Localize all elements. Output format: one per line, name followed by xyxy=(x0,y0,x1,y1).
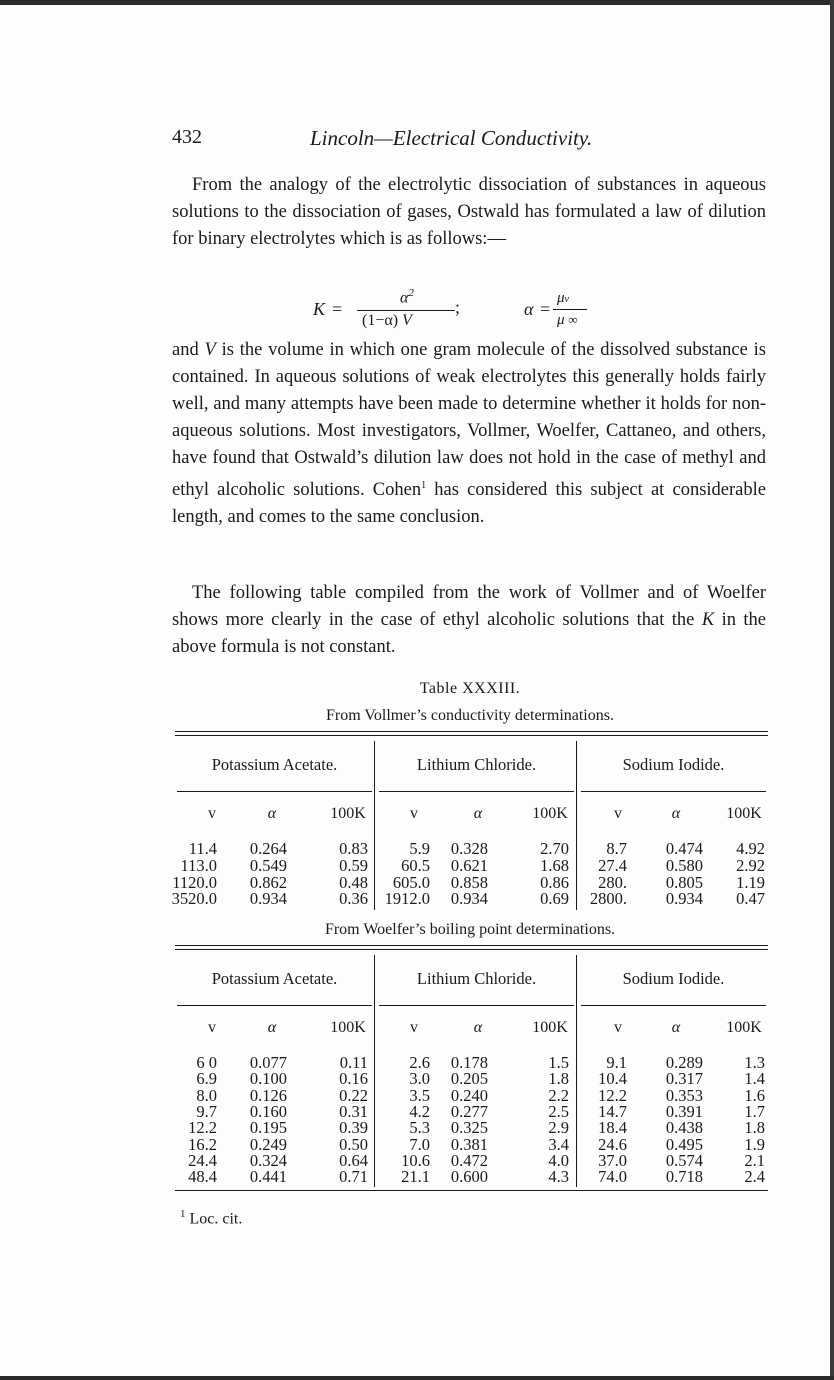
woelfer-group-rule-3 xyxy=(581,1005,766,1006)
woelfer-cell-r8-c8: 0.718 xyxy=(665,1167,703,1187)
woelfer-cell-r8-c6: 4.3 xyxy=(548,1167,569,1187)
formula-denominator-term: (1−α) xyxy=(362,312,399,329)
woelfer-cell-r6-c6: 3.4 xyxy=(548,1134,569,1154)
formula-mu-numerator-subscript: v xyxy=(564,294,569,305)
woelfer-cell-r4-c5: 0.277 xyxy=(450,1101,488,1121)
woelfer-cell-r2-c6: 1.8 xyxy=(548,1069,569,1089)
woelfer-cell-r4-c4: 4.2 xyxy=(409,1101,430,1121)
vollmer-top-rule-1 xyxy=(175,731,768,732)
paragraph-discussion-b: is the volume in which one gram molecule of the dissolved substance is contained. In aqueous solutions of weak electrolytes this generally holds fairly well, and many attempts have been made to determine whether it holds for non-aqueous solutions. Most investigators, Vollmer, Woelfer, Cattaneo, and others, have found that Ostwald’s dilution law does not hold in the case of methyl and ethyl alcoholic solutions. Cohen xyxy=(172,340,766,501)
woelfer-cell-r2-c1: 6.9 xyxy=(196,1069,217,1089)
woelfer-cell-r1-c8: 0.289 xyxy=(665,1053,703,1072)
woelfer-cell-r8-c1: 48.4 xyxy=(188,1167,217,1187)
woelfer-cell-r2-c3: 0.16 xyxy=(339,1069,368,1089)
woelfer-cell-r2-c5: 0.205 xyxy=(450,1069,488,1089)
woelfer-col-header-2-2: α xyxy=(473,1019,483,1036)
formula-semicolon: ; xyxy=(455,297,461,317)
formula-mu-denominator xyxy=(557,312,578,329)
vollmer-cell-r1-c8: 0.474 xyxy=(665,839,703,858)
vollmer-cell-r2-c8: 0.580 xyxy=(665,855,703,875)
vollmer-cell-r4-c3: 0.36 xyxy=(339,889,368,909)
woelfer-cell-r1-c4: 2.6 xyxy=(409,1053,430,1072)
vollmer-group-header-1: Potassium Acetate. xyxy=(211,755,338,774)
woelfer-caption: From Woelfer’s boiling point determinations. xyxy=(324,921,616,938)
woelfer-cell-r3-c4: 3.5 xyxy=(409,1085,430,1105)
paragraph-discussion-v: V xyxy=(204,340,216,360)
woelfer-cell-r2-c9: 1.4 xyxy=(744,1069,765,1089)
woelfer-cell-r5-c1: 12.2 xyxy=(188,1118,217,1138)
vollmer-col-header-1-3: 100K xyxy=(330,805,366,822)
woelfer-cell-r2-c2: 0.100 xyxy=(249,1069,287,1089)
woelfer-cell-r7-c6: 4.0 xyxy=(548,1150,569,1170)
vollmer-cell-r3-c1: 1120.0 xyxy=(172,872,217,892)
woelfer-cell-r4-c7: 14.7 xyxy=(598,1101,627,1121)
woelfer-cell-r1-c5: 0.178 xyxy=(450,1053,488,1072)
woelfer-col-header-3-2: α xyxy=(671,1019,681,1036)
woelfer-cell-r3-c5: 0.240 xyxy=(450,1085,488,1105)
formula-denominator xyxy=(362,312,412,330)
woelfer-cell-r6-c9: 1.9 xyxy=(744,1134,765,1154)
running-title: Lincoln—Electrical Conductivity. xyxy=(310,126,593,150)
woelfer-cell-r1-c6: 1.5 xyxy=(548,1053,569,1072)
woelfer-col-header-2-1: v xyxy=(410,1019,418,1036)
woelfer-cell-r4-c8: 0.391 xyxy=(665,1101,703,1121)
woelfer-cell-r1-c2: 0.077 xyxy=(249,1053,287,1072)
vollmer-col-header-2-3: 100K xyxy=(532,805,568,822)
woelfer-cell-r8-c3: 0.71 xyxy=(339,1167,368,1187)
woelfer-cell-r4-c6: 2.5 xyxy=(548,1101,569,1121)
table-bottom-rule xyxy=(175,1190,768,1191)
vollmer-col-header-3-2: α xyxy=(671,805,681,822)
woelfer-group-rule-1 xyxy=(177,1005,372,1006)
page-number: 432 xyxy=(172,126,202,148)
woelfer-cell-r7-c2: 0.324 xyxy=(249,1150,287,1170)
vollmer-cell-r4-c5: 0.934 xyxy=(450,889,488,909)
woelfer-top-rule-1 xyxy=(175,945,768,946)
woelfer-cell-r1-c9: 1.3 xyxy=(744,1053,765,1072)
woelfer-cell-r3-c6: 2.2 xyxy=(548,1085,569,1105)
formula-mu-denominator-subscript: ∞ xyxy=(568,312,578,327)
woelfer-cell-r5-c3: 0.39 xyxy=(339,1118,368,1138)
woelfer-cell-r7-c3: 0.64 xyxy=(339,1150,368,1170)
woelfer-cell-r6-c4: 7.0 xyxy=(409,1134,430,1154)
paragraph-intro: From the analogy of the electrolytic dissociation of substances in aqueous solutions to the dissociation of gases, Ostwald has formulated a law of dilution for binary electrolytes which is as follows:— xyxy=(172,175,766,249)
formula-mu-numerator xyxy=(557,290,569,307)
formula-alpha: α xyxy=(524,299,534,319)
paragraph-table-intro-a: The following table compiled from the work of Vollmer and of Woelfer shows more clearly in the case of ethyl alcoholic solutions that the xyxy=(172,583,766,630)
woelfer-col-header-3-3: 100K xyxy=(726,1019,762,1036)
woelfer-cell-r8-c7: 74.0 xyxy=(598,1167,627,1187)
formula-numerator-alpha: α xyxy=(400,289,409,307)
woelfer-cell-r8-c4: 21.1 xyxy=(401,1167,430,1187)
woelfer-cell-r5-c5: 0.325 xyxy=(450,1118,488,1138)
woelfer-col-header-3-1: v xyxy=(614,1019,622,1036)
vollmer-col-header-2-1: v xyxy=(410,805,418,822)
woelfer-cell-r4-c9: 1.7 xyxy=(744,1101,765,1121)
formula-equals: = xyxy=(332,299,343,319)
vollmer-col-header-1-2: α xyxy=(267,805,277,822)
formula-numerator-exponent: 2 xyxy=(408,287,414,299)
woelfer-cell-r5-c2: 0.195 xyxy=(249,1118,287,1138)
woelfer-col-header-1-3: 100K xyxy=(330,1019,366,1036)
formula-equals-2: = xyxy=(540,299,551,319)
woelfer-cell-r3-c2: 0.126 xyxy=(249,1085,287,1105)
woelfer-group-header-3: Sodium Iodide. xyxy=(622,969,725,988)
woelfer-cell-r3-c8: 0.353 xyxy=(665,1085,703,1105)
paragraph-discussion xyxy=(172,337,766,531)
woelfer-col-header-1-2: α xyxy=(267,1019,277,1036)
vollmer-cell-r1-c7: 8.7 xyxy=(606,839,627,858)
woelfer-cell-r5-c8: 0.438 xyxy=(665,1118,703,1138)
woelfer-cell-r7-c4: 10.6 xyxy=(401,1150,430,1170)
scan-edge-bottom xyxy=(0,1376,834,1380)
vollmer-cell-r1-c3: 0.83 xyxy=(339,839,368,858)
vollmer-cell-r4-c1: 3520.0 xyxy=(171,889,217,909)
formula-denominator-v: V xyxy=(402,312,412,329)
vollmer-cell-r4-c2: 0.934 xyxy=(249,889,287,909)
paragraph-table-intro xyxy=(172,580,766,661)
vollmer-group-rule-3 xyxy=(581,791,766,792)
vollmer-cell-r1-c2: 0.264 xyxy=(249,839,287,858)
vollmer-cell-r2-c9: 2.92 xyxy=(736,855,765,875)
vollmer-col-header-1-1: v xyxy=(208,805,216,822)
vollmer-group-header-3: Sodium Iodide. xyxy=(622,755,725,774)
woelfer-cell-r2-c4: 3.0 xyxy=(409,1069,430,1089)
vollmer-cell-r1-c4: 5.9 xyxy=(409,839,430,858)
vollmer-cell-r3-c8: 0.805 xyxy=(665,872,703,892)
vollmer-group-header-2: Lithium Chloride. xyxy=(416,755,537,774)
woelfer-cell-r3-c3: 0.22 xyxy=(339,1085,368,1105)
vollmer-cell-r2-c7: 27.4 xyxy=(598,855,627,875)
formula-mu-numerator-symbol: μ xyxy=(557,290,565,306)
woelfer-col-header-1-1: v xyxy=(208,1019,216,1036)
vollmer-cell-r2-c4: 60.5 xyxy=(401,855,430,875)
paragraph-discussion-a: and xyxy=(172,340,205,360)
vollmer-cell-r2-c5: 0.621 xyxy=(450,855,488,875)
woelfer-top-rule-2 xyxy=(175,949,768,950)
woelfer-cell-r3-c9: 1.6 xyxy=(744,1085,765,1105)
woelfer-cell-r3-c1: 8.0 xyxy=(196,1085,217,1105)
formula-fraction-bar-2 xyxy=(553,309,587,310)
woelfer-cell-r2-c8: 0.317 xyxy=(665,1069,703,1089)
vollmer-cell-r2-c6: 1.68 xyxy=(540,855,569,875)
vollmer-cell-r4-c7: 2800. xyxy=(589,889,627,909)
woelfer-cell-r3-c7: 12.2 xyxy=(598,1085,627,1105)
woelfer-cell-r6-c2: 0.249 xyxy=(249,1134,287,1154)
woelfer-cell-r6-c7: 24.6 xyxy=(598,1134,627,1154)
vollmer-cell-r4-c8: 0.934 xyxy=(665,889,703,909)
vollmer-cell-r2-c3: 0.59 xyxy=(339,855,368,875)
vollmer-cell-r4-c9: 0.47 xyxy=(736,889,765,909)
woelfer-cell-r2-c7: 10.4 xyxy=(598,1069,627,1089)
woelfer-cell-r5-c9: 1.8 xyxy=(744,1118,765,1138)
vollmer-cell-r4-c4: 1912.0 xyxy=(384,889,430,909)
vollmer-group-rule-2 xyxy=(379,791,574,792)
woelfer-group-header-2: Lithium Chloride. xyxy=(416,969,537,988)
woelfer-cell-r4-c3: 0.31 xyxy=(339,1101,368,1121)
formula-numerator xyxy=(400,287,414,307)
woelfer-group-header-1: Potassium Acetate. xyxy=(211,969,338,988)
vollmer-col-header-3-1: v xyxy=(614,805,622,822)
woelfer-cell-r7-c5: 0.472 xyxy=(450,1150,488,1170)
footnote-mark: 1 xyxy=(180,1208,186,1220)
woelfer-cell-r8-c9: 2.4 xyxy=(744,1167,765,1187)
paragraph-table-intro-k: K xyxy=(701,610,715,630)
woelfer-cell-r5-c7: 18.4 xyxy=(598,1118,627,1138)
vollmer-cell-r1-c5: 0.328 xyxy=(450,839,488,858)
vollmer-cell-r3-c2: 0.862 xyxy=(249,872,287,892)
vollmer-cell-r3-c3: 0.48 xyxy=(339,872,368,892)
vollmer-cell-r3-c5: 0.858 xyxy=(450,872,488,892)
woelfer-cell-r6-c5: 0.381 xyxy=(450,1134,488,1154)
vollmer-col-header-3-3: 100K xyxy=(726,805,762,822)
vollmer-top-rule-2 xyxy=(175,735,768,736)
woelfer-cell-r6-c8: 0.495 xyxy=(665,1134,703,1154)
woelfer-cell-r8-c2: 0.441 xyxy=(249,1167,287,1187)
woelfer-cell-r5-c4: 5.3 xyxy=(409,1118,430,1138)
footnote-reference: 1 xyxy=(421,480,427,491)
vollmer-cell-r1-c6: 2.70 xyxy=(540,839,569,858)
woelfer-cell-r1-c3: 0.11 xyxy=(339,1053,368,1072)
vollmer-cell-r3-c7: 280. xyxy=(598,872,627,892)
woelfer-cell-r8-c5: 0.600 xyxy=(450,1167,488,1187)
woelfer-cell-r7-c8: 0.574 xyxy=(665,1150,703,1170)
vollmer-cell-r2-c2: 0.549 xyxy=(249,855,287,875)
woelfer-cell-r7-c7: 37.0 xyxy=(598,1150,627,1170)
paragraph-discussion-c: has considered this subject at considerable length, and comes to the same conclusion. xyxy=(172,480,766,528)
formula-fraction-bar xyxy=(357,310,455,311)
vollmer-cell-r1-c1: 11.4 xyxy=(188,839,217,858)
formula-mu-denominator-symbol: μ xyxy=(557,312,565,328)
woelfer-group-rule-2 xyxy=(379,1005,574,1006)
vollmer-col-header-2-2: α xyxy=(473,805,483,822)
table-title: Table XXXIII. xyxy=(419,680,521,697)
woelfer-cell-r4-c1: 9.7 xyxy=(196,1101,217,1121)
woelfer-cell-r4-c2: 0.160 xyxy=(249,1101,287,1121)
footnote xyxy=(180,1208,242,1228)
vollmer-caption: From Vollmer’s conductivity determinations. xyxy=(326,707,614,724)
woelfer-cell-r7-c9: 2.1 xyxy=(744,1150,765,1170)
page-header xyxy=(172,126,768,154)
vollmer-group-rule-1 xyxy=(177,791,372,792)
woelfer-col-header-2-3: 100K xyxy=(532,1019,568,1036)
vollmer-cell-r2-c1: 113.0 xyxy=(180,855,217,875)
vollmer-cell-r3-c9: 1.19 xyxy=(736,872,765,892)
paragraph-table-intro-b: in the above formula is not constant. xyxy=(172,610,766,657)
woelfer-cell-r5-c6: 2.9 xyxy=(548,1118,569,1138)
woelfer-cell-r1-c1: 6 0 xyxy=(196,1053,217,1072)
woelfer-cell-r6-c3: 0.50 xyxy=(339,1134,368,1154)
vollmer-cell-r3-c6: 0.86 xyxy=(540,872,569,892)
woelfer-cell-r7-c1: 24.4 xyxy=(188,1150,217,1170)
woelfer-cell-r1-c7: 9.1 xyxy=(606,1053,627,1072)
footnote-text: Loc. cit. xyxy=(185,1210,243,1228)
vollmer-cell-r3-c4: 605.0 xyxy=(392,872,430,892)
formula-k: K xyxy=(313,299,326,319)
vollmer-cell-r4-c6: 0.69 xyxy=(540,889,569,909)
woelfer-cell-r6-c1: 16.2 xyxy=(188,1134,217,1154)
vollmer-cell-r1-c9: 4.92 xyxy=(736,839,765,858)
